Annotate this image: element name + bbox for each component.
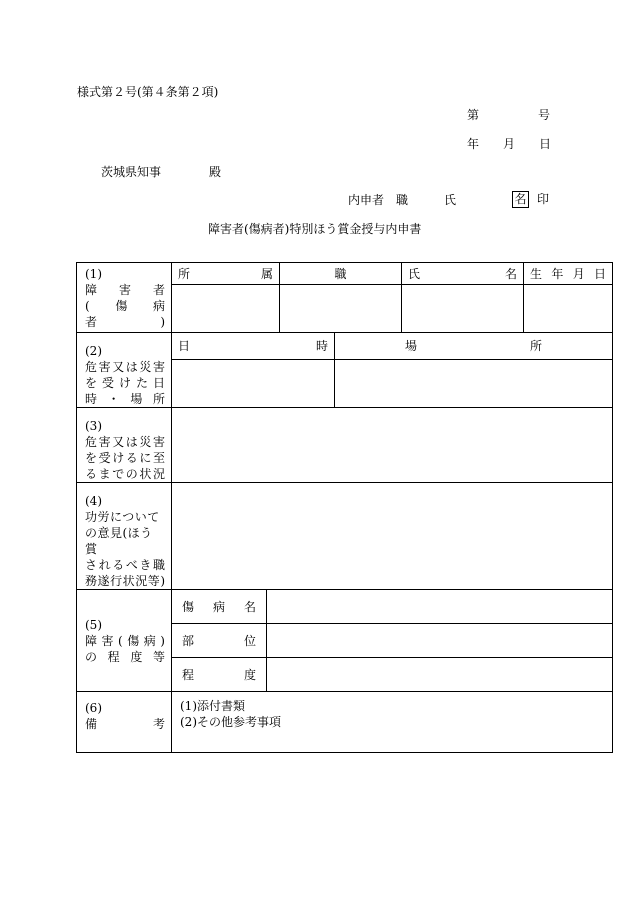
section-number-3: (3) xyxy=(85,419,102,433)
field-birthdate[interactable] xyxy=(524,285,613,333)
remarks-note-other: (2)その他参考事項 xyxy=(180,715,281,729)
form-number: 様式第２号(第４条第２項) xyxy=(77,85,219,99)
label-injury-name: 傷 病 名 xyxy=(172,590,267,624)
field-remarks[interactable] xyxy=(172,692,613,753)
label-severity xyxy=(77,590,172,692)
label-person-line2: ( 傷 病 者 ) xyxy=(85,298,178,329)
seal-box: 名 xyxy=(512,191,529,208)
applicant-line xyxy=(348,193,456,207)
label-merit xyxy=(77,483,172,590)
application-table xyxy=(76,262,613,753)
label-merit-line1: 功労についての意見(ほう賞 xyxy=(85,510,160,556)
header-birthdate: 生 年 月 日 xyxy=(524,263,613,285)
field-merit[interactable] xyxy=(172,483,613,590)
label-circumstances-line2: を受けるに至 xyxy=(85,451,165,465)
section-number-6: (6) xyxy=(85,701,102,715)
header-place: 場 所 xyxy=(335,333,613,360)
label-circumstances-line3: るまでの状況 xyxy=(85,467,165,481)
remarks-note-attachments: (1)添付書類 xyxy=(180,699,245,713)
document-date: 年 月 日 xyxy=(467,137,552,151)
label-severity-line1: 障害(傷病) xyxy=(85,633,165,648)
label-body-part: 部 位 xyxy=(172,624,267,658)
field-injury-name[interactable] xyxy=(267,590,613,624)
field-circumstances[interactable] xyxy=(172,408,613,483)
section-number-2: (2) xyxy=(85,344,102,358)
label-degree: 程 度 xyxy=(172,658,267,692)
header-datetime: 日 時 xyxy=(172,333,335,360)
label-incident-line3: 時・場所 xyxy=(85,392,165,406)
field-place[interactable] xyxy=(335,360,613,408)
label-merit-line3: 務遂行状況等) xyxy=(85,574,165,588)
label-circumstances xyxy=(77,408,172,483)
field-body-part[interactable] xyxy=(267,624,613,658)
section-number-5: (5) xyxy=(85,617,102,632)
section-number-1: (1) xyxy=(85,266,102,281)
field-datetime[interactable] xyxy=(172,360,335,408)
label-incident-line1: 危害又は災害 xyxy=(85,360,165,374)
label-remarks xyxy=(77,692,172,753)
header-affiliation: 所 属 xyxy=(172,263,280,285)
addressee: 茨城県知事 殿 xyxy=(101,165,222,179)
label-circumstances-line1: 危害又は災害 xyxy=(85,435,165,449)
seal-label: 印 xyxy=(537,192,550,206)
field-affiliation[interactable] xyxy=(172,285,280,333)
field-name[interactable] xyxy=(402,285,524,333)
label-incident-line2: を受けた日 xyxy=(85,376,165,390)
label-incident xyxy=(77,333,172,408)
field-position[interactable] xyxy=(280,285,402,333)
document-number: 第 号 xyxy=(467,108,550,122)
header-position: 職 xyxy=(280,263,402,285)
label-merit-line2: されるべき職 xyxy=(85,558,165,572)
label-remarks-text: 備 考 xyxy=(85,717,165,731)
label-severity-line2: の程度等 xyxy=(85,649,165,664)
applicant-prefix: 内申者 職 氏 xyxy=(348,193,457,207)
header-name: 氏 名 xyxy=(402,263,524,285)
field-degree[interactable] xyxy=(267,658,613,692)
document-title: 障害者(傷病者)特別ほう賞金授与内申書 xyxy=(208,222,422,236)
seal-area xyxy=(512,191,549,208)
label-person-line1: 障 害 者 xyxy=(85,282,165,297)
label-person xyxy=(77,263,178,333)
section-number-4: (4) xyxy=(85,494,102,508)
